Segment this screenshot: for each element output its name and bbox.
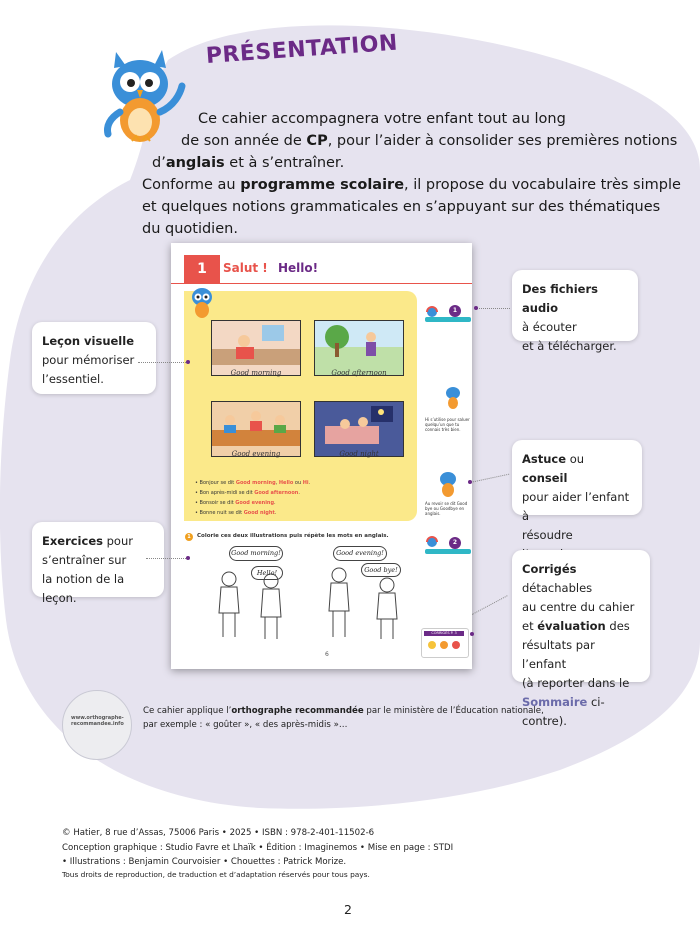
owl-tip-1 [421,385,463,409]
callout-corriges: Corrigés détachables au centre du cahier et évaluation des résultats par l’enfant (à reporter dans le Sommaire ci-contre). [512,550,650,682]
owl-mascot-icon [96,46,188,144]
leader-dot-audio [474,306,478,310]
callout-audio: Des fichiers audio à écouter et à télécharger. [512,270,638,341]
owl-tip-icon [443,385,463,409]
owl-tip-icon-2 [435,469,461,497]
leader-dot-exercices [186,556,190,560]
intro-line-1: Ce cahier accompagnera votre enfant tout au long [198,111,566,127]
leader-dot-corriges [470,632,474,636]
footer-line-3: • Illustrations : Benjamin Courvoisier • Chouettes : Patrick Morize. [62,857,347,867]
callout-lecon: Leçon visuelle pour mémoriser l’essentiel. [32,322,156,394]
leader-dot-astuce [468,480,472,484]
owl-small-icon [185,285,219,319]
intro-line-6: du quotidien. [142,221,238,237]
speech-bubble-1: Good morning! [229,546,283,561]
page-number: 2 [344,902,352,917]
footer-line-2: Conception graphique : Studio Favre et Lhaïk • Édition : Imaginemos • Mise en page : STDI [62,843,454,853]
callout-astuce: Astuce ou conseil pour aider l’enfant à résoudre [512,440,642,515]
scene-good-morning: Good morning [211,320,301,376]
scene-good-afternoon: Good afternoon [314,320,404,376]
audio-track-badge-2: 2 [449,537,461,549]
orthographe-badge: www.orthographe- recommandee.info [62,690,132,760]
audio-bar-1 [425,317,471,322]
intro-line-2: de son année de CP, pour l’aider à consolider ses premières notions [181,133,678,149]
lesson-title-en: Hello! [278,261,319,275]
lesson-bullets [195,478,310,518]
bullet-3: • Bonsoir se dit Good evening. [195,500,276,506]
owl-headphones-icon-2 [425,535,439,549]
intro-line-4: Conforme au programme scolaire, il propose du vocabulaire très simple [142,177,681,193]
scene-good-evening: Good evening [211,401,301,457]
smiley-happy-icon [428,641,436,649]
exercise-number: 1 [185,533,193,541]
lesson-number: 1 [197,261,207,277]
leader-exercices [146,558,188,559]
exercise-instruction: Colorie ces deux illustrations puis répète les mots en anglais. [197,533,389,539]
callout-exercices: Exercices pour s’entraîner sur la notion de la leçon. [32,522,164,597]
audio-bar-2 [425,549,471,554]
speech-bubble-4: Good bye! [361,563,401,577]
speech-bubble-2: Hello! [251,566,283,580]
exercise-illustration [211,561,431,641]
corriges-label: CORRIGÉS P. 3 [424,631,464,636]
bullet-4: • Bonne nuit se dit Good night. [195,510,277,516]
smiley-neutral-icon [440,641,448,649]
audio-block-1 [425,305,469,325]
leader-dot-lecon [186,360,190,364]
intro-line-5: et quelques notions grammaticales en s’appuyant sur des thématiques [142,199,661,215]
tip-text-1: Hi s’utilise pour saluer quelqu’un que tu connais très bien. [425,417,470,432]
leader-audio [476,308,510,309]
page-title: PRÉSENTATION [205,30,399,69]
smiley-sad-icon [452,641,460,649]
lesson-title-fr: Salut ! [223,261,268,275]
footer-line-1: © Hatier, 8 rue d’Assas, 75006 Paris • 2025 • ISBN : 978-2-401-11502-6 [62,828,375,838]
sample-page-number: 6 [325,651,329,658]
bullet-2: • Bon après-midi se dit Good afternoon. [195,490,300,496]
orthographe-note: Ce cahier applique l’orthographe recommandée par le ministère de l’Éducation nationale, par exemple : « goûter », « des après-midis »… [143,706,544,730]
sample-page-preview [171,243,472,669]
audio-block-2 [425,535,469,555]
scene-good-night: Good night [314,401,404,457]
speech-bubble-3: Good evening! [333,546,387,561]
bullet-1: • Bonjour se dit Good morning, Hello ou Hi. [195,480,311,486]
owl-tip-2 [435,469,465,497]
intro-line-3: d’anglais et à s’entraîner. [152,155,345,171]
audio-track-badge-1: 1 [449,305,461,317]
footer-line-4: Tous droits de reproduction, de traduction et d’adaptation réservés pour tous pays. [62,870,370,879]
leader-lecon [138,362,188,363]
tip-text-2: Au revoir se dit Good bye ou Goodbye en anglais. [425,501,468,516]
corriges-box [421,628,469,658]
